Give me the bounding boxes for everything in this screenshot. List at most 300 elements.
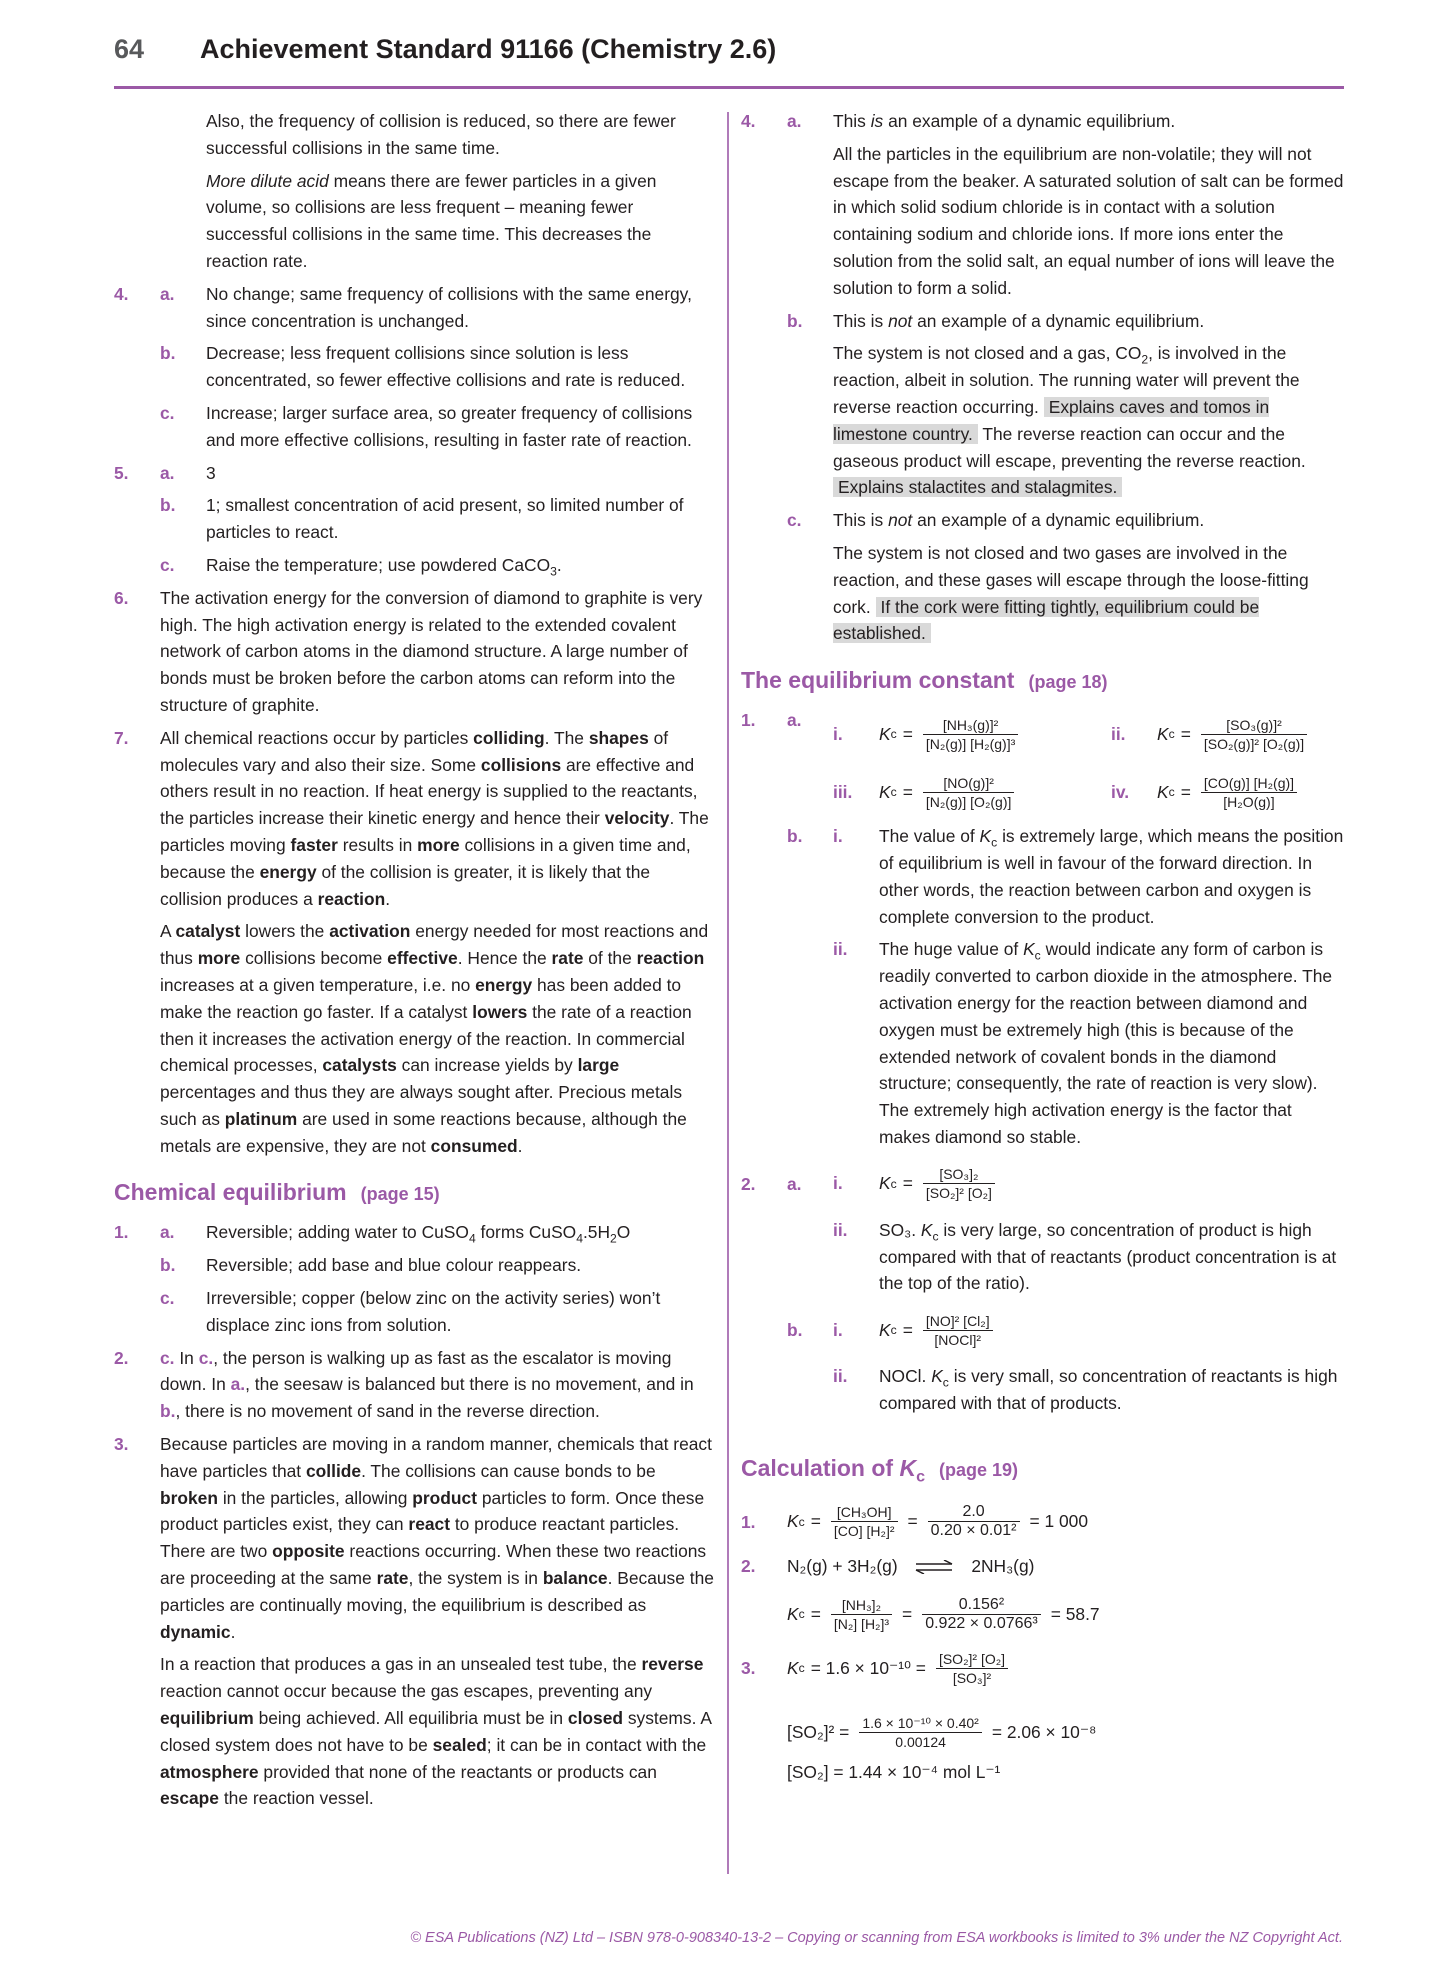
products: 2NH₃(g) (971, 1555, 1035, 1576)
answer-text (879, 1217, 1347, 1297)
denominator: [SO₂]² [O₂] (925, 1185, 992, 1202)
answer-text (160, 1345, 714, 1425)
column-divider (727, 112, 729, 1874)
answer-5c (160, 552, 714, 579)
subscript: 4 (576, 1231, 583, 1246)
equilibrium-arrow-icon (914, 1560, 954, 1574)
numerator: 0.156² (922, 1596, 1041, 1615)
denominator: [N₂] [H₂]³ (833, 1615, 890, 1632)
denominator: [NOCl]² (934, 1331, 982, 1348)
text-part: is very large, so concentration of product is high compared with that of reactants (product concentration is at the top of the ratio). (879, 1219, 1337, 1294)
part-label: b. (160, 1255, 176, 1276)
calc-answer-3-given: 3. K c = 1.6 × 10⁻¹⁰ = $\frac{\text{[SO₂]² [O₂]}}{\text{[SO₃]²}}$ (741, 1641, 1347, 1695)
answer-text: 3 (206, 462, 216, 483)
answer-text: 1; smallest concentration of acid present, so limited number of particles to react. (206, 495, 684, 543)
subscript: 2 (610, 1231, 617, 1246)
numerator: [NH₃]₂ (831, 1596, 892, 1615)
bold-keyword: energy (475, 974, 533, 995)
answer-paragraph (160, 1431, 714, 1645)
fraction (923, 1312, 993, 1349)
bold-keyword: react (408, 1514, 450, 1535)
fraction (922, 1596, 1041, 1633)
text-part: . (556, 554, 562, 575)
final-result: [SO₂] = 1.44 × 10⁻⁴ mol L⁻¹ (787, 1762, 1001, 1783)
eq-answer-1a (160, 1219, 714, 1246)
part-label: c. (787, 510, 802, 531)
text-part: Because particles are moving in a random manner, chemicals that react have particles that (160, 1434, 712, 1481)
bold-keyword: equilibrium (160, 1708, 254, 1729)
text-part: reaction cannot occur because the gas escapes, preventing any (160, 1681, 653, 1702)
question-number: 2. (741, 1555, 756, 1576)
section-page-ref: (page 19) (939, 1459, 1019, 1480)
text-part: provided that none of the reactants or products can (258, 1761, 657, 1782)
page-header (114, 30, 1344, 89)
text-part: systems. A closed system does not have to be (160, 1708, 711, 1755)
text-part: NOCl. (879, 1366, 932, 1387)
part-label: a. (787, 1173, 802, 1194)
question-number: 4. (741, 111, 756, 131)
fraction (936, 1650, 1008, 1687)
subscript: c (932, 1229, 939, 1244)
bold-keyword: collide (305, 1460, 362, 1481)
text-part: , the seesaw is balanced but there is no movement, and in (245, 1374, 694, 1395)
answer-text: All the particles in the equilibrium are non-volatile; they will not escape from the beaker. A saturated solution of salt can be formed in which solid sodium chloride is in contact with a solution containing sodium and chloride ions. If more ions enter the solution from the solid salt, an equal number of ions will leave the solution to form a solid. (833, 143, 1344, 298)
result: = 1 000 (1029, 1511, 1089, 1532)
text-part: , there is no movement of sand in the reverse direction. (175, 1401, 600, 1422)
kc-symbol: K (879, 723, 891, 744)
intro-paragraph-dilute (206, 168, 714, 275)
part-label: a. (160, 462, 175, 483)
equals-sign: = (1180, 781, 1191, 802)
answer-text (879, 1363, 1347, 1417)
numerator: [CH₃OH] (831, 1503, 898, 1522)
question-number: 4. (114, 283, 129, 304)
question-number: 6. (114, 587, 129, 608)
kc-symbol: K (879, 1173, 891, 1194)
const-answer-1b-ii (833, 936, 1347, 1150)
part-label: b. (787, 310, 803, 331)
eq-answer-4c (787, 507, 1347, 647)
sub-label: iv. (1111, 781, 1130, 802)
bold-keyword: colliding (473, 727, 545, 748)
reactants: N₂(g) + 3H₂(g) (787, 1555, 898, 1576)
kc-expression-iii: iii. K c = $\frac{\text{[NO(g)]²}}{\text{[N₂(g)] [O₂(g)]}}$ (833, 765, 1018, 819)
result: = 58.7 (1050, 1604, 1100, 1625)
eq-answer-1b (160, 1252, 714, 1279)
calc-answer-1: 1. K c = $\frac{\text{[CH₃OH]}}{\text{[CO] [H₂]²}}$ = $\frac{2.0}{\text{0.20 × 0.01²}}$ = 1 000 (741, 1503, 1089, 1540)
subscript: c (1034, 948, 1041, 963)
fraction (831, 1596, 892, 1633)
kc-expressions-row-2 (741, 765, 1347, 823)
bold-keyword: reaction (636, 948, 705, 969)
eq-answer-1 (114, 1219, 714, 1338)
bold-keyword: collisions (480, 754, 562, 775)
text-part: an example of a dynamic equilibrium. (912, 310, 1205, 331)
bold-keyword: reverse (641, 1654, 704, 1675)
const-answer-2b-ii (833, 1363, 1347, 1417)
text-part: forms CuSO (475, 1222, 577, 1243)
answer-statement (833, 308, 1347, 335)
fraction (1201, 774, 1297, 811)
text-part: This (833, 111, 871, 131)
kc-symbol: K (879, 1319, 891, 1340)
answer-statement (833, 507, 1347, 534)
bold-keyword: escape (160, 1788, 219, 1809)
bold-keyword: lowers (472, 1001, 528, 1022)
const-answer-1b-i (787, 823, 1347, 930)
kc-expression-ii: ii. K c = $\frac{\text{[SO₃(g)]²}}{\text{[SO₂(g)]² [O₂(g)]}}$ (1111, 707, 1311, 761)
text-part: Raise the temperature; use powdered CaCO (206, 554, 551, 575)
right-column (741, 108, 1347, 1792)
numerator: 1.6 × 10⁻¹⁰ × 0.40² (859, 1714, 982, 1733)
section-title: The equilibrium constant (741, 667, 1015, 694)
denominator: 0.922 × 0.0766³ (925, 1614, 1038, 1632)
text-part: has been added to make the reaction go faster. If a catalyst (160, 974, 682, 1022)
calc-answer-2-equation (741, 1553, 1347, 1580)
text-part: reactions occurring. When these two reactions are proceeding at the same (160, 1541, 707, 1589)
numerator: 2.0 (928, 1503, 1020, 1522)
denominator: [N₂(g)] [O₂(g)] (925, 793, 1012, 810)
answer-5 (114, 460, 714, 579)
part-label: c. (160, 554, 175, 575)
text-part: of the (583, 948, 637, 969)
question-number: 5. (114, 462, 129, 483)
text-part: . The particles moving (160, 808, 709, 855)
answer-text: Decrease; less frequent collisions since solution is less concentrated, so fewer effective collisions and rate is reduced. (206, 343, 686, 391)
equals-sign: = (1180, 723, 1191, 744)
text-part: , the system is in (408, 1568, 543, 1589)
question-number: 2. (741, 1173, 756, 1194)
bold-keyword: atmosphere (160, 1761, 259, 1782)
numerator: [NO]² [Cl₂] (923, 1312, 993, 1331)
const-answer-1 (741, 707, 1347, 1151)
bold-keyword: closed (567, 1708, 624, 1729)
denominator: [H₂O(g)] (1223, 793, 1275, 810)
ref-label: a. (230, 1374, 246, 1395)
bold-keyword: opposite (272, 1541, 345, 1562)
denominator: [N₂(g)] [H₂(g)]³ (925, 735, 1016, 752)
left-column (114, 108, 714, 1818)
bold-keyword: rate (376, 1568, 409, 1589)
text-part: of the collision is greater, it is likely that the collision produces a (160, 861, 651, 909)
calc-answer-3-so2-squared (741, 1705, 1347, 1759)
page-title: Achievement Standard 91166 (Chemistry 2.6) (200, 34, 777, 64)
kc-symbol: K (787, 1511, 799, 1532)
text-part: . (230, 1621, 236, 1642)
bold-keyword: platinum (224, 1108, 298, 1129)
kc-symbol: K (1157, 781, 1169, 802)
part-label: a. (160, 283, 175, 304)
sub-label: i. (833, 826, 843, 847)
answer-text: The activation energy for the conversion of diamond to graphite is very high. The high activation energy is related to the extended covalent network of carbon atoms in the diamond structure. A large number of bonds must be broken before the carbon atoms can reform into the structure of graphite. (160, 587, 703, 715)
bold-keyword: faster (290, 834, 338, 855)
part-label: a. (160, 1222, 175, 1243)
numerator: [CO(g)] [H₂(g)] (1201, 774, 1297, 793)
equals-sign: = (902, 1319, 913, 1340)
part-label: b. (160, 495, 176, 516)
part-label: b. (787, 826, 803, 847)
text-part: .5H (582, 1222, 611, 1243)
bold-keyword: large (577, 1055, 620, 1076)
fraction (859, 1714, 982, 1751)
section-page-ref: (page 18) (1028, 672, 1108, 693)
answer-text (206, 1219, 714, 1246)
highlighted-note: If the cork were fitting tightly, equilibrium could be established. (833, 596, 1260, 644)
text-part: . The (544, 727, 589, 748)
section-title: Chemical equilibrium (114, 1179, 347, 1206)
denominator: [SO₃]² (952, 1669, 992, 1686)
bold-keyword: effective (387, 948, 458, 969)
part-label: a. (787, 111, 802, 131)
denominator: [SO₂(g)]² [O₂(g)] (1203, 735, 1305, 752)
answer-4c (160, 400, 714, 454)
equals-sign: = (902, 1604, 913, 1625)
part-label: c. (160, 402, 175, 423)
text-part: All chemical reactions occur by particles (160, 727, 474, 748)
denominator: 0.20 × 0.01² (930, 1522, 1017, 1540)
part-label: c. (160, 1288, 175, 1309)
kc-symbol: K (979, 826, 992, 847)
denominator: [CO] [H₂]² (833, 1523, 895, 1540)
italic-term: More dilute acid (206, 170, 329, 191)
numerator: [NO(g)]² (923, 774, 1015, 793)
kc-symbol: K (920, 1219, 933, 1240)
kc-symbol: K (931, 1366, 943, 1387)
kc-symbol: K (1157, 723, 1169, 744)
text-part: being achieved. All equilibria must be in (253, 1708, 568, 1729)
kc-symbol: K (1023, 939, 1035, 960)
fraction (1201, 716, 1307, 753)
answer-4a (160, 281, 714, 335)
subscript: c (916, 1467, 926, 1486)
answer-6 (114, 585, 714, 719)
italic-term: not (888, 310, 913, 331)
kc-expressions-row-1 (741, 707, 1347, 765)
answer-text (879, 936, 1347, 1150)
answer-text (206, 552, 714, 579)
const-answer-2a-ii (833, 1217, 1347, 1297)
eq-answer-1c (160, 1285, 714, 1339)
sub-label: ii. (833, 939, 848, 960)
answer-4 (114, 281, 714, 454)
sub-label: i. (833, 1173, 843, 1194)
intro-text: means there are fewer particles in a given volume, so collisions are less frequent – meaning fewer successful collisions in the same time. This decreases the reaction rate. (206, 170, 657, 271)
text-part: . Hence the (457, 948, 552, 969)
eq-answer-4a (787, 108, 1347, 302)
text-part: A (160, 921, 176, 942)
sub-label: ii. (1111, 723, 1126, 744)
kc-expression-i: i. K c = $\frac{\text{[NH₃(g)]²}}{\text{[N₂(g)] [H₂(g)]³}}$ (833, 707, 1022, 761)
text-part: collisions become (240, 948, 388, 969)
text-part: an example of a dynamic equilibrium. (912, 510, 1205, 531)
bold-keyword: reaction (317, 888, 386, 909)
fraction (923, 1165, 995, 1202)
text-part: percentages and thus they are always sought after. Precious metals such as (160, 1082, 683, 1129)
answer-text (833, 540, 1347, 647)
text-part: is very small, so concentration of reactants is high compared with that of products. (879, 1366, 1338, 1413)
highlighted-note: Explains caves and tomos in limestone country. (833, 396, 1270, 444)
text-part: Reversible; adding water to CuSO (206, 1222, 469, 1243)
sub-label: i. (833, 723, 843, 744)
answer-paragraph (160, 918, 714, 1159)
text-part: energy needed for most reactions and thus (160, 921, 709, 969)
text-part: would indicate any form of carbon is readily converted to carbon dioxide in the atmosphere. The activation energy for the reaction between diamond and oxygen must be extremely high (this is because of the extended network of covalent bonds in the diamond structure; consequently, the rate of reaction is very slow). The extremely high activation energy is the factor that makes diamond so stable. (879, 939, 1333, 1147)
text-part: In (174, 1347, 199, 1368)
eq-answer-2 (114, 1345, 714, 1425)
question-number: 7. (114, 727, 129, 748)
intro-block (206, 108, 714, 275)
equals-sign: = (902, 723, 913, 744)
answer-statement (833, 108, 1347, 135)
text-part: results in (337, 834, 418, 855)
answer-text: Irreversible; copper (below zinc on the activity series) won’t displace zinc ions from solution. (206, 1288, 661, 1335)
answer-text: Increase; larger surface area, so greater frequency of collisions and more effective collisions, resulting in faster rate of reaction. (206, 402, 693, 450)
answer-7 (114, 725, 714, 1160)
fraction (928, 1503, 1020, 1540)
bold-keyword: product (412, 1487, 478, 1508)
answer-paragraph (160, 1651, 714, 1812)
subscript: c (942, 1375, 949, 1390)
bold-keyword: sealed (432, 1734, 487, 1755)
ref-label: c. (160, 1347, 175, 1368)
sub-label: ii. (833, 1366, 848, 1387)
text-part: The reverse reaction can occur and the gaseous product will escape, preventing the reverse reaction. (833, 423, 1306, 471)
text-part: ; it can be in contact with the (486, 1734, 707, 1755)
text-part: to produce reactant particles. There are two (160, 1514, 680, 1562)
answer-5b (160, 492, 714, 546)
text-part: are used in some reactions because, although the metals are expensive, they are not (160, 1108, 687, 1156)
denominator: 0.00124 (895, 1733, 946, 1750)
const-answer-2b-i: b. i. K c = $\frac{\text{[NO]² [Cl₂]}}{\text{[NOCl]²}}$ (787, 1303, 1347, 1357)
bold-keyword: rate (551, 948, 584, 969)
section-heading-calculation-kc (741, 1453, 1347, 1485)
part-label: b. (160, 343, 176, 364)
text-part: The system is not closed and a gas, CO (833, 343, 1142, 364)
text-part: In a reaction that produces a gas in an unsealed test tube, the (160, 1654, 642, 1675)
part-label: b. (787, 1319, 803, 1340)
text-part: The huge value of (879, 939, 1024, 960)
numerator: [SO₃(g)]² (1201, 716, 1307, 735)
page-number: 64 (114, 34, 145, 64)
text-part: , the person is walking up as fast as the escalator is moving down. In (160, 1347, 672, 1395)
section-title: Calculation of (741, 1454, 900, 1481)
subscript: 4 (468, 1231, 476, 1246)
bold-keyword: consumed (430, 1135, 518, 1156)
text-part: an example of a dynamic equilibrium. (883, 111, 1176, 131)
text-part: are effective and others result in no reaction. If heat energy is supplied to the reactants, the particles increase their kinetic energy and hence their (160, 754, 698, 829)
subscript: c (991, 835, 998, 850)
fraction (923, 716, 1018, 753)
sub-label: ii. (833, 1219, 848, 1240)
equals-sign: = (810, 1511, 821, 1532)
ref-label: c. (198, 1347, 214, 1368)
text-part: increases at a given temperature, i.e. no (160, 974, 476, 995)
bold-keyword: more (197, 948, 241, 969)
kc-symbol: K (879, 781, 891, 802)
subscript: 3 (550, 564, 557, 579)
bold-keyword: dynamic (160, 1621, 231, 1642)
question-number: 1. (741, 710, 756, 731)
answer-text: Reversible; add base and blue colour reappears. (206, 1255, 582, 1276)
text-part: in the particles, allowing (217, 1487, 413, 1508)
section-heading-chemical-equilibrium (114, 1177, 714, 1209)
equals-sign: = (902, 781, 913, 802)
eq-answer-3 (114, 1431, 714, 1812)
given-value: = 1.6 × 10⁻¹⁰ = (810, 1658, 926, 1679)
bold-keyword: broken (160, 1487, 218, 1508)
text-part: can increase yields by (396, 1055, 578, 1076)
text-part: . (385, 888, 391, 909)
text-part: . Because the particles are continually moving, the equilibrium is described as (160, 1568, 714, 1615)
result: = 2.06 × 10⁻⁸ (991, 1722, 1097, 1743)
question-number: 2. (114, 1347, 129, 1368)
answer-5a (160, 460, 714, 487)
numerator: [NH₃(g)]² (923, 716, 1018, 735)
answer-text: No change; same frequency of collisions with the same energy, since concentration is unchanged. (206, 283, 692, 331)
highlighted-note: Explains stalactites and stalagmites. (833, 477, 1122, 497)
intro-paragraph: Also, the frequency of collision is reduced, so there are fewer successful collisions in the same time. (206, 111, 676, 158)
bold-keyword: shapes (588, 727, 649, 748)
bold-keyword: catalyst (175, 921, 241, 942)
question-number: 3. (741, 1658, 756, 1679)
sub-label: iii. (833, 781, 853, 802)
answer-text (879, 823, 1347, 930)
italic-term: not (888, 510, 913, 531)
text-part: is extremely large, which means the position of equilibrium is well in favour of the forward direction. In other words, the reaction between carbon and oxygen is complete conversion to the product. (879, 826, 1344, 927)
lhs: [SO₂]² = (787, 1722, 850, 1743)
eq-answer-4 (741, 108, 1347, 647)
text-part: of molecules vary and also their size. Some (160, 727, 669, 775)
part-label: a. (787, 710, 802, 731)
text-part: SO₃. (879, 1219, 921, 1240)
text-part: The value of (879, 826, 980, 847)
fraction (923, 774, 1015, 811)
text-part: , is involved in the reaction, albeit in solution. The running water will prevent the reverse reaction occurring. (833, 343, 1300, 417)
bold-keyword: energy (259, 861, 317, 882)
answer-4b (160, 340, 714, 394)
sub-label: i. (833, 1319, 843, 1340)
text-part: . (517, 1135, 523, 1156)
equals-sign: = (902, 1173, 913, 1194)
text-part: lowers the (240, 921, 330, 942)
const-answer-2 (741, 1157, 1347, 1417)
section-heading-equilibrium-constant (741, 665, 1347, 697)
kc-expression-iv: iv. K c = $\frac{\text{[CO(g)] [H₂(g)]}}{\text{[H₂O(g)]}}$ (1111, 765, 1301, 819)
text-part: This is (833, 310, 889, 331)
text-part: . The collisions can cause bonds to be (361, 1460, 656, 1481)
copyright-footer: © ESA Publications (NZ) Ltd – ISBN 978-0-908340-13-2 – Copying or scanning from ESA workbooks is limited to 3% under the NZ Copyright Act. (410, 1930, 1343, 1946)
text-part: The system is not closed and two gases are involved in the reaction, and these gases will escape through the loose-fitting cork. (833, 542, 1309, 617)
text-part: the reaction vessel. (218, 1788, 374, 1809)
answer-text (833, 340, 1347, 501)
text-part: particles to form. Once these product particles exist, they can (160, 1487, 705, 1535)
bold-keyword: balance (542, 1568, 608, 1589)
question-number: 3. (114, 1434, 129, 1455)
calc-answer-2-kc: K c = $\frac{\text{[NH₃]₂}}{\text{[N₂] [H₂]³}}$ = $\frac{\text{0.156²}}{\text{0.922 × 0.0766³}}$ = 58.7 (787, 1595, 1100, 1632)
subscript: 2 (1141, 352, 1149, 367)
text-part: collisions in a given time and, because the (160, 834, 691, 882)
equals-sign: = (907, 1511, 918, 1532)
section-page-ref: (page 15) (360, 1184, 440, 1205)
eq-answer-4b (787, 308, 1347, 502)
fraction (831, 1503, 898, 1540)
bold-keyword: more (417, 834, 460, 855)
numerator: [SO₂]² [O₂] (936, 1650, 1008, 1669)
section-title-k: K (899, 1454, 917, 1481)
equals-sign: = (810, 1604, 821, 1625)
text-part: O (616, 1222, 631, 1243)
bold-keyword: velocity (604, 808, 670, 829)
